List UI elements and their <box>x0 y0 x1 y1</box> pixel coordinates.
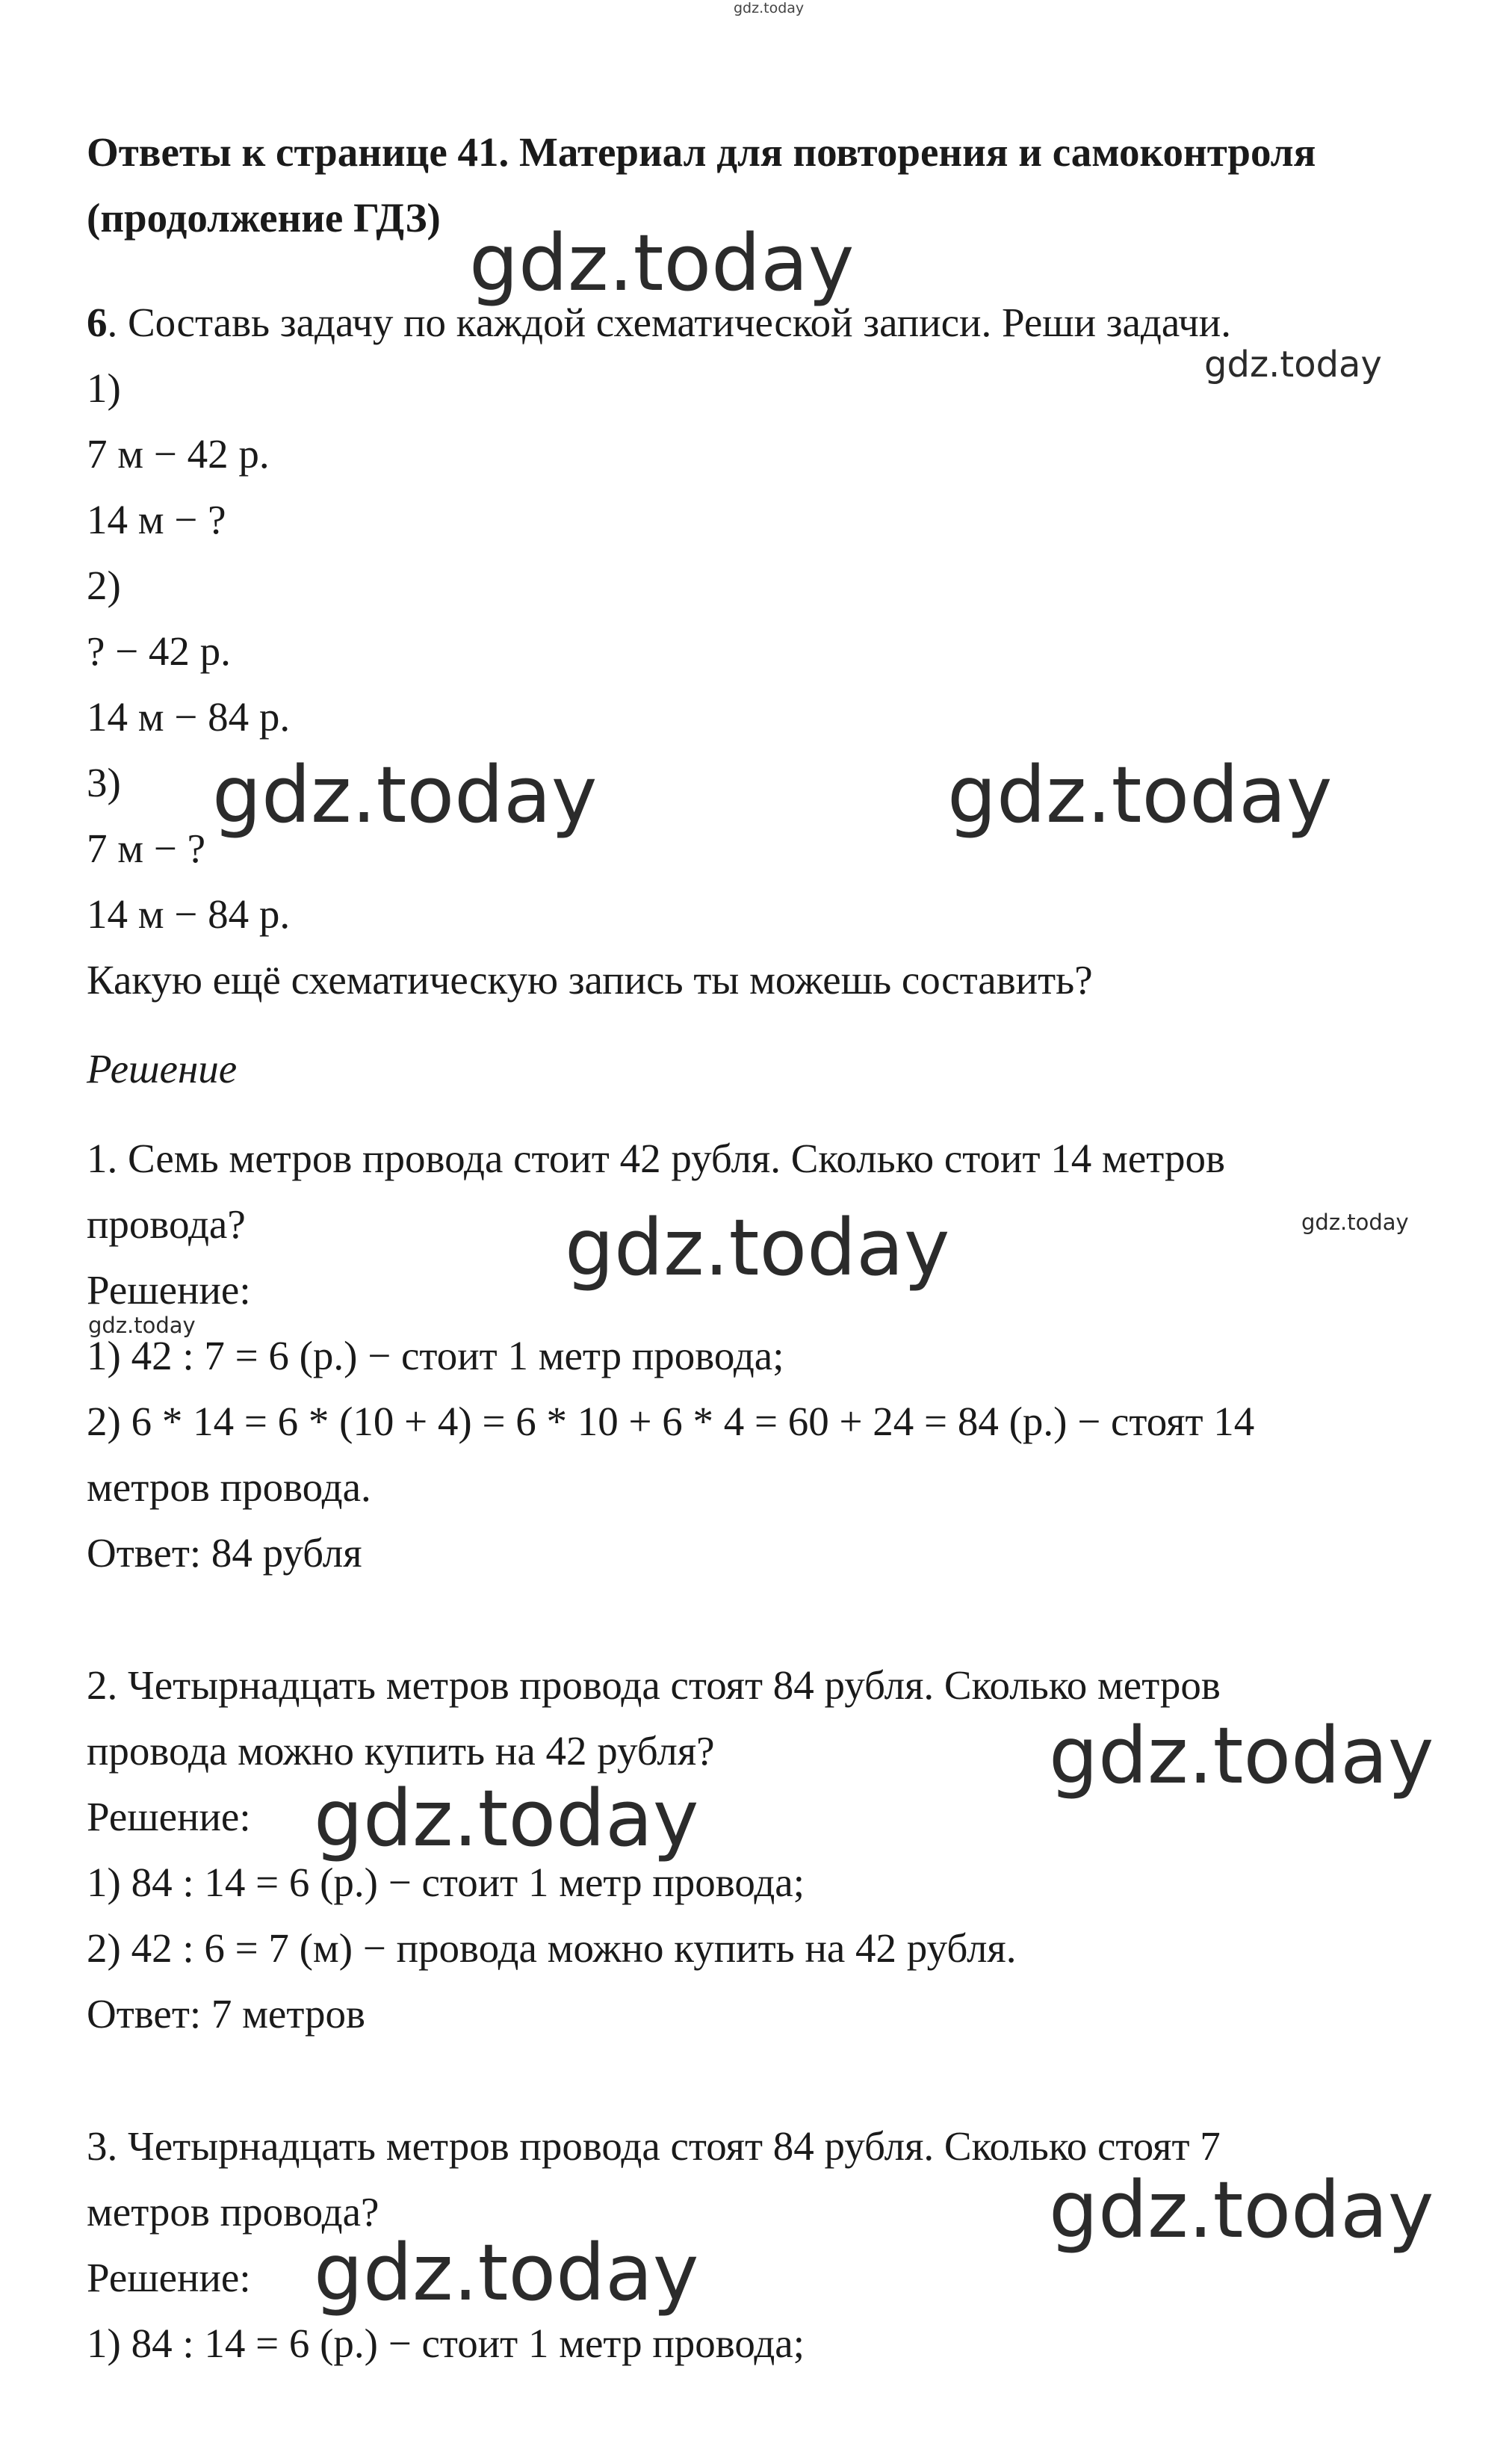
scheme-3-line-1: 7 м − ? <box>87 826 205 871</box>
problem-3-step-1: 1) 84 : 14 = 6 (р.) − стоит 1 метр провода; <box>87 2320 805 2366</box>
watermark: gdz.today <box>88 1313 196 1338</box>
watermark: gdz.today <box>212 749 598 840</box>
page-title-line-2: (продолжение ГДЗ) <box>87 195 441 241</box>
problem-2-solution-label: Решение: <box>87 1794 251 1839</box>
problem-2-answer: Ответ: 7 метров <box>87 1991 366 2037</box>
scheme-2-label: 2) <box>87 563 121 608</box>
watermark: gdz.today <box>947 749 1333 840</box>
task-number: 6 <box>87 300 108 345</box>
scheme-1-line-2: 14 м − ? <box>87 497 226 542</box>
watermark: gdz.today <box>1049 1710 1434 1801</box>
problem-3-solution-label: Решение: <box>87 2255 251 2300</box>
problem-3-text-line-1: 3. Четырнадцать метров провода стоят 84 рубля. Сколько стоят 7 <box>87 2123 1221 2169</box>
problem-1-solution-label: Решение: <box>87 1267 251 1313</box>
scheme-3-label: 3) <box>87 760 121 805</box>
scheme-2-line-2: 14 м − 84 р. <box>87 694 291 740</box>
scheme-3-line-2: 14 м − 84 р. <box>87 891 291 937</box>
watermark: gdz.today <box>314 2227 699 2318</box>
task-text: . Составь задачу по каждой схематической записи. Реши задачи. <box>107 300 1231 345</box>
scheme-1-label: 1) <box>87 365 121 411</box>
watermark: gdz.today <box>565 1202 950 1293</box>
problem-2-text-line-2: провода можно купить на 42 рубля? <box>87 1728 715 1774</box>
problem-1-text-line-1: 1. Семь метров провода стоит 42 рубля. Сколько стоит 14 метров <box>87 1136 1225 1181</box>
problem-2-step-2: 2) 42 : 6 = 7 (м) − провода можно купить на 42 рубля. <box>87 1925 1017 1971</box>
problem-1-step-2: 2) 6 * 14 = 6 * (10 + 4) = 6 * 10 + 6 * 4 = 60 + 24 = 84 (р.) − стоят 14 <box>87 1399 1255 1444</box>
watermark: gdz.today <box>1301 1210 1409 1235</box>
problem-2-text-line-1: 2. Четырнадцать метров провода стоят 84 рубля. Сколько метров <box>87 1662 1221 1708</box>
watermark: gdz.today <box>1049 2164 1434 2255</box>
problem-1-step-2-cont: метров провода. <box>87 1464 371 1510</box>
solution-heading: Решение <box>87 1046 238 1092</box>
task-question: Какую ещё схематическую запись ты можешь составить? <box>87 957 1093 1003</box>
problem-1-step-1: 1) 42 : 7 = 6 (р.) − стоит 1 метр провода; <box>87 1333 784 1378</box>
watermark: gdz.today <box>314 1773 699 1864</box>
header-watermark: gdz.today <box>734 0 805 16</box>
problem-2-step-1: 1) 84 : 14 = 6 (р.) − стоит 1 метр провода; <box>87 1860 805 1905</box>
scheme-2-line-1: ? − 42 р. <box>87 628 231 674</box>
watermark: gdz.today <box>469 217 855 309</box>
problem-3-text-line-2: метров провода? <box>87 2189 379 2235</box>
scheme-1-line-1: 7 м − 42 р. <box>87 431 270 477</box>
watermark: gdz.today <box>1204 344 1382 386</box>
page-title-line-1: Ответы к странице 41. Материал для повторения и самоконтроля <box>87 129 1316 175</box>
problem-1-text-line-2: провода? <box>87 1201 246 1247</box>
problem-1-answer: Ответ: 84 рубля <box>87 1530 362 1576</box>
